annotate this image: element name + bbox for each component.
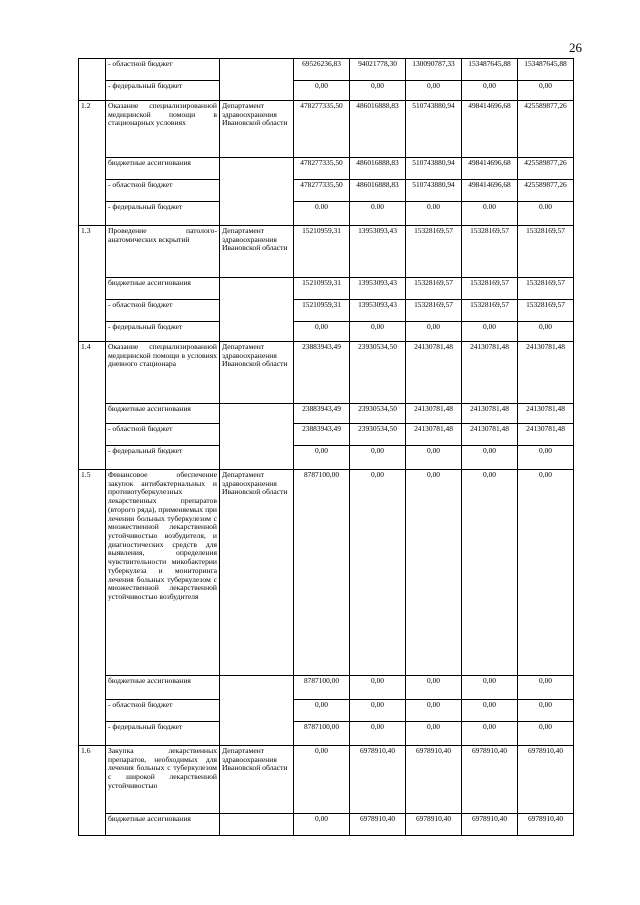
- amount-cell: 0.00: [518, 202, 574, 226]
- amount-cell: 0,00: [350, 446, 406, 470]
- amount-cell: 23930534,50: [350, 424, 406, 446]
- row-index-cell: 1.6: [79, 746, 106, 836]
- budget-subrow: [79, 278, 574, 300]
- amount-cell: 6978910,40: [406, 746, 462, 814]
- amount-cell: 6978910,40: [462, 814, 518, 836]
- budget-subrow: [79, 202, 574, 226]
- amount-cell: 23883943,49: [294, 404, 350, 424]
- measure-row: [79, 470, 574, 676]
- amount-cell: 153487645,88: [462, 59, 518, 81]
- amount-cell: 0.00: [462, 202, 518, 226]
- budget-source-label: - областной бюджет: [106, 59, 220, 81]
- budget-source-label: - областной бюджет: [106, 180, 220, 202]
- executor-cell: Департамент здравоохранения Ивановской области: [220, 746, 294, 814]
- amount-cell: 94021778,30: [350, 59, 406, 81]
- budget-subrow: [79, 424, 574, 446]
- executor-empty-cell: [220, 404, 294, 470]
- amount-cell: 0,00: [294, 746, 350, 814]
- amount-cell: 24130781,48: [518, 424, 574, 446]
- row-index-cell: 1.5: [79, 470, 106, 746]
- amount-cell: 24130781,48: [518, 342, 574, 404]
- executor-cell: Департамент здравоохранения Ивановской области: [220, 101, 294, 158]
- amount-cell: 0,00: [462, 700, 518, 722]
- budget-source-label: - областной бюджет: [106, 300, 220, 322]
- amount-cell: 69526236,83: [294, 59, 350, 81]
- executor-cell: Департамент здравоохранения Ивановской области: [220, 470, 294, 676]
- amount-cell: 13953093,43: [350, 300, 406, 322]
- measure-name: Закупка лекарственных препаратов, необходимых для лечения больных с туберкулезом с широкой лекарственной устойчивостью: [106, 746, 220, 814]
- amount-cell: 8787100,00: [294, 722, 350, 746]
- amount-cell: 15328169,57: [406, 278, 462, 300]
- amount-cell: 0,00: [350, 722, 406, 746]
- amount-cell: 130090787,33: [406, 59, 462, 81]
- amount-cell: 0,00: [518, 470, 574, 676]
- measure-name: Финансовое обеспечение закупок антибактериальных и противотуберкулезных лекарственных препаратов (второго ряда), применяемых при лечении больных туберкулезом с множественной лекарственной устойчивостью возбудителя, и диагностических средств для выявления, определения чувствительности микобактерии туберкулеза и мониторинга лечения больных туберкулезом с множественной лекарственной устойчивостью возбудителя: [106, 470, 220, 676]
- budget-subrow: [79, 700, 574, 722]
- page-number: 26: [569, 40, 582, 55]
- measure-name: Проведение патолого-анатомических вскрытий: [106, 226, 220, 278]
- amount-cell: 478277335,50: [294, 180, 350, 202]
- budget-source-label: - областной бюджет: [106, 700, 220, 722]
- amount-cell: 24130781,48: [406, 424, 462, 446]
- amount-cell: 510743880,94: [406, 180, 462, 202]
- amount-cell: 6978910,40: [350, 746, 406, 814]
- amount-cell: 0,00: [350, 676, 406, 700]
- row-index-cell: 1.2: [79, 101, 106, 226]
- amount-cell: 15210959,31: [294, 278, 350, 300]
- amount-cell: 13953093,43: [350, 278, 406, 300]
- amount-cell: 153487645,88: [518, 59, 574, 81]
- amount-cell: 498414696,68: [462, 158, 518, 180]
- amount-cell: 0,00: [406, 722, 462, 746]
- amount-cell: 0,00: [518, 700, 574, 722]
- amount-cell: 6978910,40: [518, 814, 574, 836]
- amount-cell: 425589877,26: [518, 180, 574, 202]
- measure-name: Оказание специализированной медицинской помощи в стационарных условиях: [106, 101, 220, 158]
- amount-cell: 510743880,94: [406, 158, 462, 180]
- amount-cell: 0,00: [406, 446, 462, 470]
- amount-cell: 0,00: [462, 322, 518, 342]
- budget-source-label: - федеральный бюджет: [106, 722, 220, 746]
- amount-cell: 15328169,57: [462, 300, 518, 322]
- budget-source-label: бюджетные ассигнования: [106, 676, 220, 700]
- executor-empty-cell: [220, 59, 294, 101]
- amount-cell: 0,00: [294, 81, 350, 101]
- amount-cell: 24130781,48: [518, 404, 574, 424]
- amount-cell: 15328169,57: [518, 300, 574, 322]
- amount-cell: 15328169,57: [406, 300, 462, 322]
- amount-cell: 0,00: [294, 814, 350, 836]
- amount-cell: 0,00: [462, 81, 518, 101]
- amount-cell: 498414696,68: [462, 101, 518, 158]
- amount-cell: 24130781,48: [462, 424, 518, 446]
- amount-cell: 23883943,49: [294, 424, 350, 446]
- budget-subrow: [79, 322, 574, 342]
- amount-cell: 0,00: [406, 470, 462, 676]
- executor-empty-cell: [220, 158, 294, 226]
- measure-row: [79, 342, 574, 404]
- amount-cell: 15328169,57: [462, 226, 518, 278]
- budget-source-label: - федеральный бюджет: [106, 202, 220, 226]
- budget-source-label: - федеральный бюджет: [106, 446, 220, 470]
- amount-cell: 15328169,57: [462, 278, 518, 300]
- amount-cell: 8787100,00: [294, 676, 350, 700]
- amount-cell: 0,00: [294, 700, 350, 722]
- budget-subrow: [79, 300, 574, 322]
- amount-cell: 13953093,43: [350, 226, 406, 278]
- amount-cell: 486016888,83: [350, 180, 406, 202]
- amount-cell: 15210959,31: [294, 300, 350, 322]
- amount-cell: 0,00: [462, 446, 518, 470]
- budget-subrow: [79, 404, 574, 424]
- amount-cell: 24130781,48: [406, 342, 462, 404]
- amount-cell: 23930534,50: [350, 404, 406, 424]
- amount-cell: 0,00: [518, 722, 574, 746]
- amount-cell: 6978910,40: [350, 814, 406, 836]
- budget-subrow: [79, 814, 574, 836]
- executor-empty-cell: [220, 278, 294, 342]
- budget-subrow: [79, 676, 574, 700]
- amount-cell: 425589877,26: [518, 158, 574, 180]
- executor-cell: Департамент здравоохранения Ивановской области: [220, 226, 294, 278]
- budget-source-label: бюджетные ассигнования: [106, 158, 220, 180]
- budget-source-label: - федеральный бюджет: [106, 81, 220, 101]
- amount-cell: 0,00: [350, 700, 406, 722]
- amount-cell: 0,00: [462, 470, 518, 676]
- amount-cell: 6978910,40: [462, 746, 518, 814]
- amount-cell: 0,00: [462, 722, 518, 746]
- row-index-cell: 1.4: [79, 342, 106, 470]
- amount-cell: 15328169,57: [518, 278, 574, 300]
- amount-cell: 0.00: [350, 202, 406, 226]
- amount-cell: 486016888,83: [350, 158, 406, 180]
- amount-cell: 0,00: [518, 81, 574, 101]
- amount-cell: 0,00: [294, 446, 350, 470]
- budget-subrow: [79, 446, 574, 470]
- measure-row: [79, 746, 574, 814]
- executor-cell: Департамент здравоохранения Ивановской области: [220, 342, 294, 404]
- budget-source-label: бюджетные ассигнования: [106, 814, 220, 836]
- measure-row: [79, 226, 574, 278]
- amount-cell: 15210959,31: [294, 226, 350, 278]
- amount-cell: 0,00: [518, 446, 574, 470]
- executor-empty-cell: [220, 814, 294, 836]
- budget-subrow: [79, 180, 574, 202]
- amount-cell: 425589877,26: [518, 101, 574, 158]
- amount-cell: 6978910,40: [518, 746, 574, 814]
- amount-cell: 15328169,57: [518, 226, 574, 278]
- amount-cell: 478277335,50: [294, 158, 350, 180]
- amount-cell: 0,00: [294, 322, 350, 342]
- budget-subrow: [79, 158, 574, 180]
- measure-name: Оказание специализированной медицинской помощи в условиях дневного стационара: [106, 342, 220, 404]
- amount-cell: 0,00: [350, 81, 406, 101]
- amount-cell: 0.00: [406, 202, 462, 226]
- budget-source-label: - областной бюджет: [106, 424, 220, 446]
- amount-cell: 0,00: [518, 322, 574, 342]
- amount-cell: 0,00: [462, 676, 518, 700]
- executor-empty-cell: [220, 676, 294, 746]
- amount-cell: 8787100,00: [294, 470, 350, 676]
- amount-cell: 498414696,68: [462, 180, 518, 202]
- amount-cell: 0,00: [406, 676, 462, 700]
- budget-subrow: [79, 81, 574, 101]
- row-index-cell: 1.3: [79, 226, 106, 342]
- amount-cell: 0,00: [406, 322, 462, 342]
- budget-source-label: бюджетные ассигнования: [106, 404, 220, 424]
- budget-source-label: бюджетные ассигнования: [106, 278, 220, 300]
- budget-subrow: [79, 722, 574, 746]
- amount-cell: 0,00: [406, 81, 462, 101]
- amount-cell: 6978910,40: [406, 814, 462, 836]
- amount-cell: 15328169,57: [406, 226, 462, 278]
- amount-cell: 24130781,48: [462, 404, 518, 424]
- budget-table: [78, 58, 574, 836]
- amount-cell: 0.00: [294, 202, 350, 226]
- amount-cell: 24130781,48: [406, 404, 462, 424]
- amount-cell: 478277335,50: [294, 101, 350, 158]
- amount-cell: 24130781,48: [462, 342, 518, 404]
- amount-cell: 486016888,83: [350, 101, 406, 158]
- amount-cell: 0,00: [406, 700, 462, 722]
- amount-cell: 23930534,50: [350, 342, 406, 404]
- measure-row: [79, 101, 574, 158]
- budget-source-label: - федеральный бюджет: [106, 322, 220, 342]
- amount-cell: 0,00: [518, 676, 574, 700]
- row-index-cell: [79, 59, 106, 101]
- budget-subrow: [79, 59, 574, 81]
- amount-cell: 0,00: [350, 470, 406, 676]
- amount-cell: 23883943,49: [294, 342, 350, 404]
- amount-cell: 510743880,94: [406, 101, 462, 158]
- amount-cell: 0,00: [350, 322, 406, 342]
